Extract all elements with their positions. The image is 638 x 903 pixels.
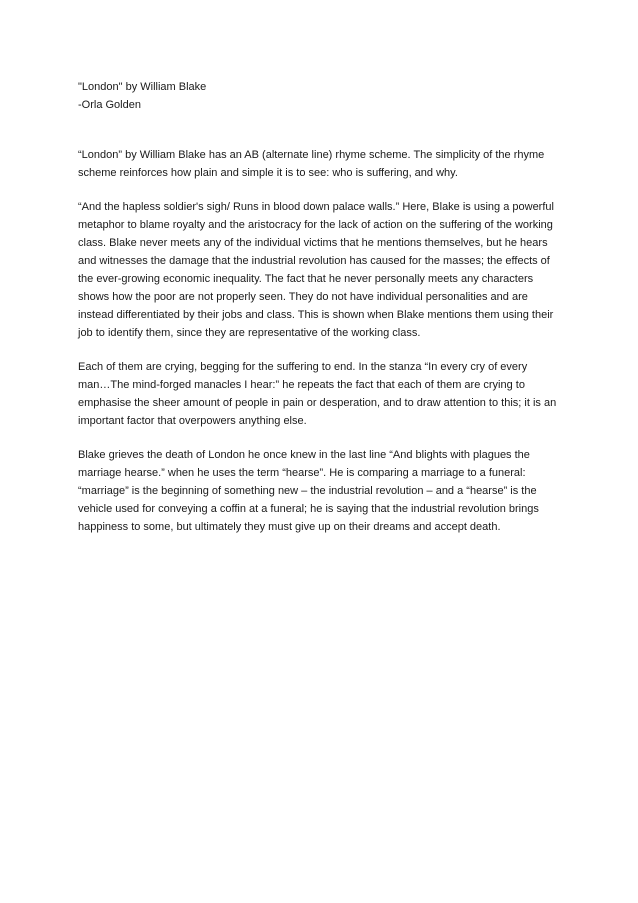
title-spacer xyxy=(78,114,562,146)
paragraph-rhyme-scheme: “London” by William Blake has an AB (alternate line) rhyme scheme. The simplicity of the rhyme scheme reinforces how plain and simple it is to see: who is suffering, and why. xyxy=(78,149,545,179)
document-title: "London" by William Blake xyxy=(78,81,207,93)
paragraph-soldier-metaphor: “And the hapless soldier's sigh/ Runs in blood down palace walls.” Here, Blake is using a powerful metaphor to blame royalty and the aristocracy for the lack of action on the suffering of the working class. Blake never meets any of the individual victims that he mentions themselves, but he hears and witnesses the damage that the industrial revolution has caused for the masses; the effects of the ever-growing economic inequality. The fact that he never personally meets any characters shows how the poor are not properly seen. They do not have individual personalities and are instead differentiated by their jobs and class. This is shown when Blake mentions them using their job to identify them, since they are representative of the working class. xyxy=(78,201,554,339)
title-block xyxy=(78,78,562,114)
paragraph-marriage-hearse: Blake grieves the death of London he once knew in the last line “And blights with plagues the marriage hearse.” when he uses the term “hearse”. He is comparing a marriage to a funeral: “marriage” is the beginning of something new – the industrial revolution – and a “hearse” is the vehicle used for conveying a coffin at a funeral; he is saying that the industrial revolution brings happiness to some, but ultimately they must give up on their dreams and accept death. xyxy=(78,449,539,533)
document-body xyxy=(78,78,562,552)
document-author: -Orla Golden xyxy=(78,99,141,111)
paragraph-crying: Each of them are crying, begging for the suffering to end. In the stanza “In every cry of every man…The mind-forged manacles I hear:” he repeats the fact that each of them are crying to emphasise the sheer amount of people in pain or desperation, and to draw attention to this; it is an important factor that overpowers anything else. xyxy=(78,361,557,427)
